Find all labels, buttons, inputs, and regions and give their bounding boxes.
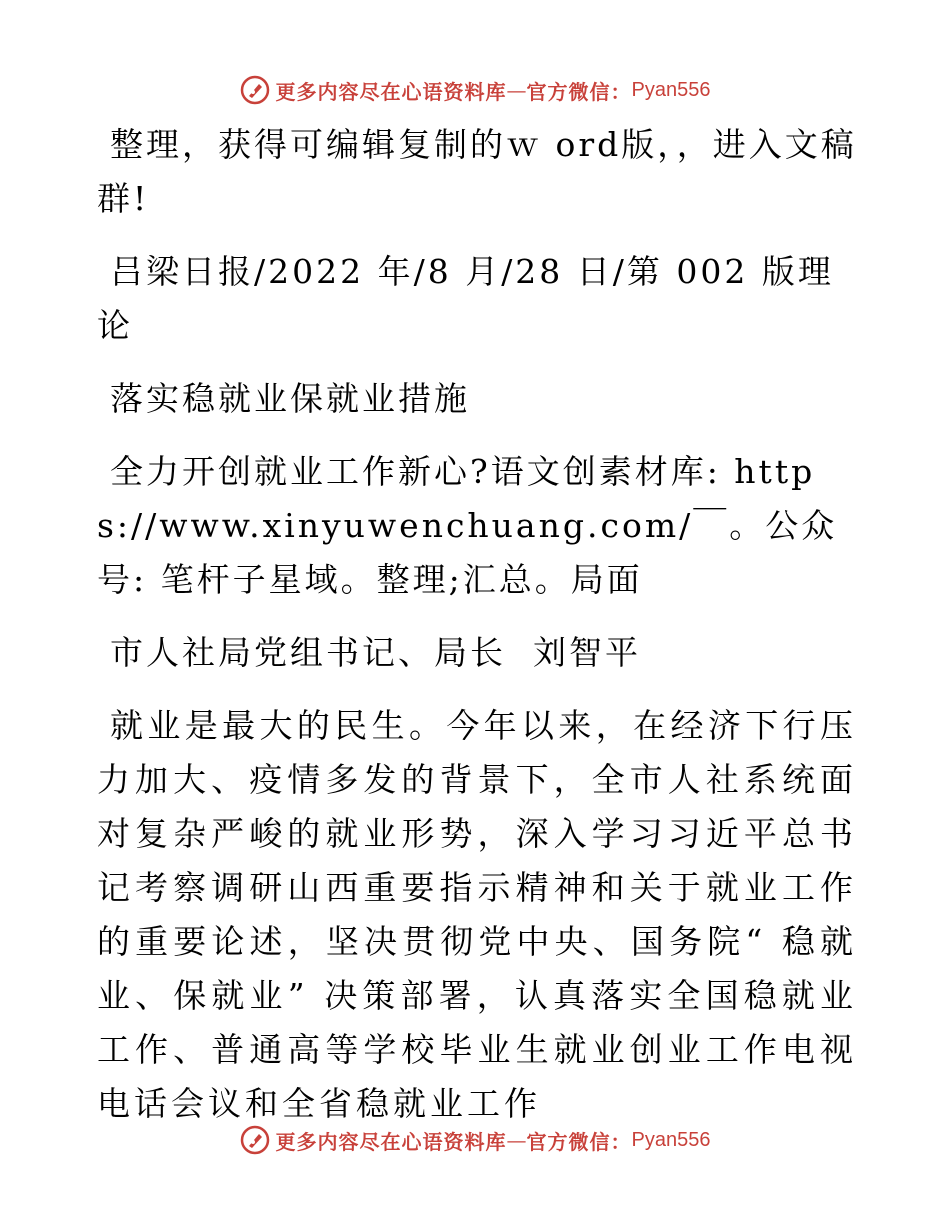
article-subtitle: 全力开创就业工作新心?语文创素材库: https://www.xinyuwenchuang.com/￣。公众号: 笔杆子星域。整理;汇总。局面: [97, 452, 838, 599]
paragraph-source: 吕梁日报/2022 年/8 月/28 日/第 002 版理论: [97, 252, 834, 345]
banner-wechat-label: 官方微信：: [526, 79, 632, 104]
pen-nib-logo-icon: [240, 75, 270, 105]
header-banner: [0, 70, 950, 110]
banner-separator: —: [506, 1128, 527, 1152]
document-body: [97, 118, 857, 1150]
pen-nib-logo-icon: [240, 1125, 270, 1155]
article-author: 市人社局党组书记、局长 刘智平: [110, 633, 641, 672]
banner-text: 更多内容尽在心语资料库: [275, 1129, 507, 1154]
paragraph-body: 就业是最大的民生。今年以来，在经济下行压力加大、疫情多发的背景下，全市人社系统面对复杂严峻的就业形势，深入学习习近平总书记考察调研山西重要指示精神和关于就业工作的重要论述，坚决贯彻党中央、国务院“ 稳就业、保就业” 决策部署，认真落实全国稳就业工作、普通高等学校毕业生就业创业工作电视电话会议和全省稳就业工作: [97, 706, 857, 1123]
footer-banner: [0, 1120, 950, 1160]
banner-separator: —: [506, 78, 527, 102]
paragraph-intro: 整理，获得可编辑复制的ｗ ord版，，进入文稿群!: [97, 125, 857, 218]
article-title: 落实稳就业保就业措施: [110, 379, 470, 418]
banner-text: 更多内容尽在心语资料库: [275, 79, 507, 104]
banner-wechat-id: Pyan556: [631, 78, 711, 101]
banner-wechat-label: 官方微信：: [526, 1129, 632, 1154]
banner-wechat-id: Pyan556: [631, 1128, 711, 1151]
